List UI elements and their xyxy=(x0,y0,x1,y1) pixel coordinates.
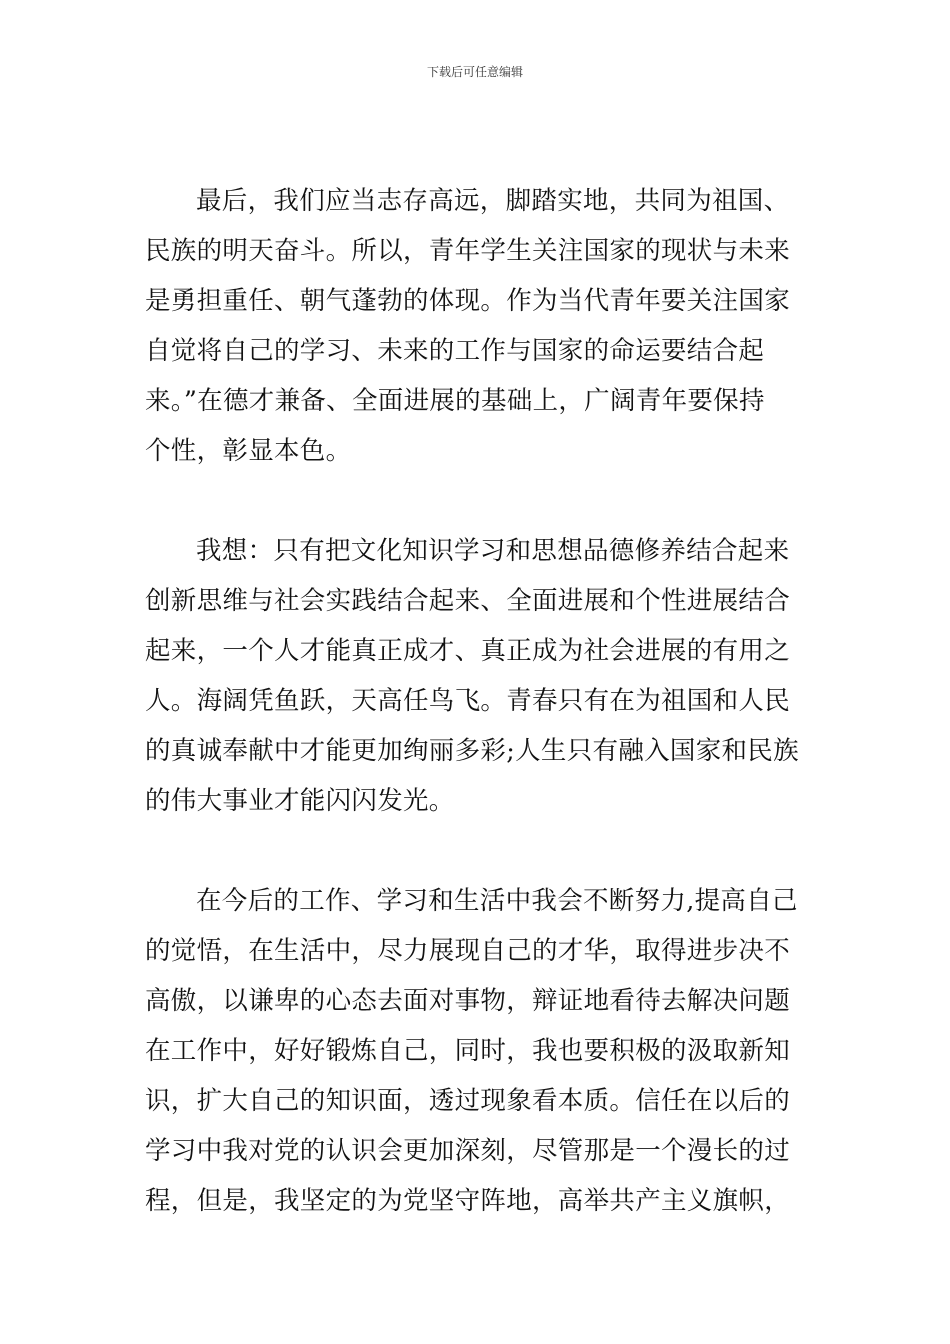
text-line: 程，但是，我坚定的为党坚守阵地，高举共产主义旗帜， xyxy=(145,1186,791,1216)
text-line: 人。海阔凭鱼跃，天高任鸟飞。青春只有在为祖国和人民 xyxy=(145,686,791,716)
document-body xyxy=(145,176,815,1226)
paragraph-gap xyxy=(145,476,815,526)
text-line: 自觉将自己的学习、未来的工作与国家的命运要结合起 xyxy=(145,336,765,366)
text-line: 在工作中，好好锻炼自己，同时，我也要积极的汲取新知 xyxy=(145,1036,791,1066)
text-line: 学习中我对党的认识会更加深刻，尽管那是一个漫长的过 xyxy=(145,1136,791,1166)
paragraph-1 xyxy=(145,176,815,476)
text-line: 创新思维与社会实践结合起来、全面进展和个性进展结合 xyxy=(145,586,791,616)
text-line: 最后，我们应当志存高远，脚踏实地，共同为祖国、 xyxy=(196,186,790,216)
text-line: 高傲，以谦卑的心态去面对事物，辩证地看待去解决问题 xyxy=(145,986,791,1016)
text-line: 我想：只有把文化知识学习和思想品德修养结合起来 xyxy=(196,536,790,566)
text-line: 在今后的工作、学习和生活中我会不断努力,提高自己 xyxy=(196,886,798,916)
text-line: 来。”在德才兼备、全面进展的基础上，广阔青年要保持 xyxy=(145,386,765,416)
text-line: 起来，一个人才能真正成才、真正成为社会进展的有用之 xyxy=(145,636,791,666)
page-header: 下载后可任意编辑 xyxy=(426,65,523,79)
text-line: 的觉悟，在生活中，尽力展现自己的才华，取得进步决不 xyxy=(145,936,791,966)
text-line: 个性，彰显本色。 xyxy=(145,436,352,466)
text-line: 的真诚奉献中才能更加绚丽多彩;人生只有融入国家和民族 xyxy=(145,736,799,766)
text-line: 的伟大事业才能闪闪发光。 xyxy=(145,786,455,816)
text-line: 是勇担重任、朝气蓬勃的体现。作为当代青年要关注国家 xyxy=(145,286,791,316)
text-line: 民族的明天奋斗。所以，青年学生关注国家的现状与未来 xyxy=(145,236,791,266)
text-line: 识，扩大自己的知识面，透过现象看本质。信任在以后的 xyxy=(145,1086,791,1116)
paragraph-2 xyxy=(145,526,815,826)
paragraph-gap xyxy=(145,826,815,876)
paragraph-3 xyxy=(145,876,815,1226)
